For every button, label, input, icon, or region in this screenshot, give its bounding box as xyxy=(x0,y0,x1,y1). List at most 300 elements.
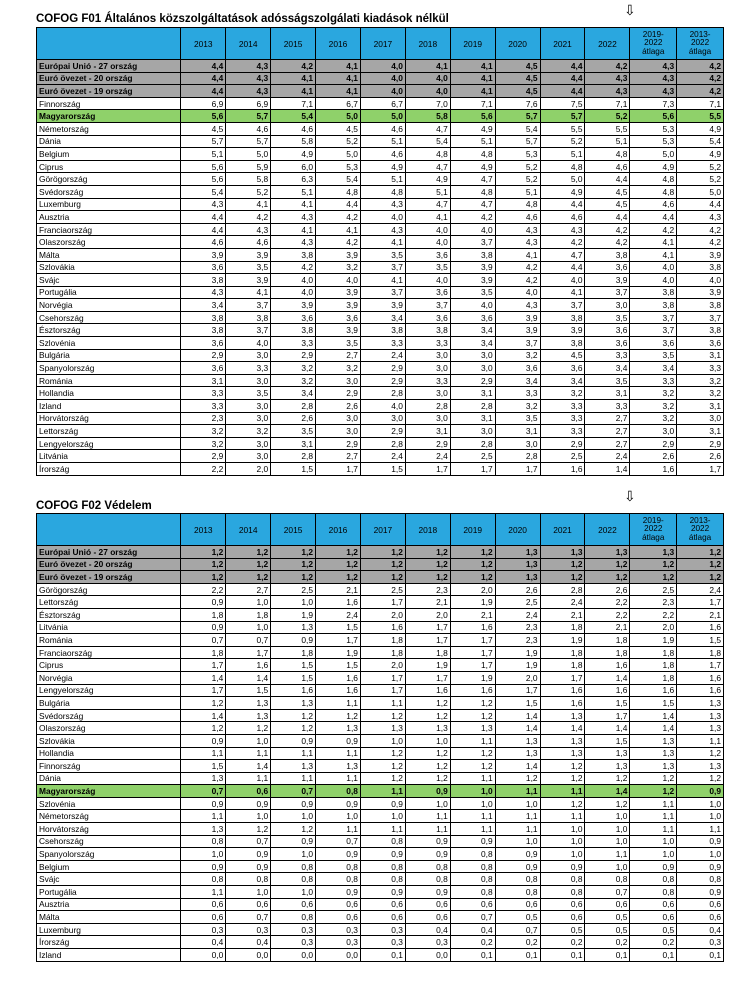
value-cell: 1,4 xyxy=(226,671,271,684)
value-cell: 3,3 xyxy=(585,349,630,362)
table-row xyxy=(37,374,724,387)
value-cell: 4,4 xyxy=(181,72,226,85)
value-cell: 1,1 xyxy=(450,810,495,823)
value-cell: 3,5 xyxy=(360,248,405,261)
table-row xyxy=(37,299,724,312)
value-cell: 6,3 xyxy=(271,173,316,186)
value-cell: 2,4 xyxy=(360,450,405,463)
value-cell: 3,0 xyxy=(316,412,361,425)
value-cell: 3,9 xyxy=(495,311,540,324)
value-cell: 2,2 xyxy=(181,463,226,476)
value-cell: 1,3 xyxy=(495,571,540,584)
value-cell: 4,1 xyxy=(271,223,316,236)
value-cell: 0,6 xyxy=(630,898,677,911)
value-cell: 3,7 xyxy=(226,324,271,337)
value-cell: 2,8 xyxy=(360,437,405,450)
table-row xyxy=(37,722,724,735)
value-cell: 1,0 xyxy=(405,734,450,747)
value-cell: 4,2 xyxy=(271,261,316,274)
value-cell: 3,2 xyxy=(181,425,226,438)
value-cell: 0,5 xyxy=(495,911,540,924)
value-cell: 0,6 xyxy=(495,898,540,911)
value-cell: 1,8 xyxy=(540,621,585,634)
value-cell: 0,7 xyxy=(271,785,316,798)
value-cell: 3,2 xyxy=(630,387,677,400)
value-cell: 1,2 xyxy=(316,571,361,584)
value-cell: 0,9 xyxy=(677,835,724,848)
value-cell: 0,8 xyxy=(630,886,677,899)
value-cell: 4,7 xyxy=(405,198,450,211)
table-row xyxy=(37,148,724,161)
table-row xyxy=(37,236,724,249)
value-cell: 2,1 xyxy=(405,596,450,609)
value-cell: 3,8 xyxy=(181,274,226,287)
value-cell: 3,0 xyxy=(316,425,361,438)
value-cell: 2,0 xyxy=(630,621,677,634)
value-cell: 4,8 xyxy=(360,185,405,198)
value-cell: 5,5 xyxy=(677,110,724,123)
country-name-cell: Izland xyxy=(37,400,181,413)
value-cell: 0,9 xyxy=(226,860,271,873)
value-cell: 1,3 xyxy=(585,760,630,773)
value-cell: 0,6 xyxy=(677,898,724,911)
country-name-cell: Szlovénia xyxy=(37,337,181,350)
value-cell: 1,8 xyxy=(585,634,630,647)
value-cell: 4,1 xyxy=(360,236,405,249)
year-column-header: 2016 xyxy=(316,514,361,546)
value-cell: 4,5 xyxy=(316,122,361,135)
value-cell: 1,8 xyxy=(630,659,677,672)
value-cell: 2,6 xyxy=(677,450,724,463)
value-cell: 3,3 xyxy=(630,374,677,387)
value-cell: 1,4 xyxy=(540,722,585,735)
value-cell: 1,8 xyxy=(181,646,226,659)
value-cell: 1,2 xyxy=(630,558,677,571)
country-name-cell: Ausztria xyxy=(37,211,181,224)
value-cell: 5,2 xyxy=(495,173,540,186)
value-cell: 0,8 xyxy=(495,886,540,899)
value-cell: 1,1 xyxy=(316,772,361,785)
value-cell: 2,0 xyxy=(450,583,495,596)
value-cell: 2,2 xyxy=(630,608,677,621)
value-cell: 0,3 xyxy=(316,936,361,949)
value-cell: 1,0 xyxy=(495,835,540,848)
value-cell: 1,2 xyxy=(630,772,677,785)
value-cell: 1,7 xyxy=(450,646,495,659)
value-cell: 1,7 xyxy=(585,709,630,722)
table-row xyxy=(37,211,724,224)
value-cell: 5,1 xyxy=(405,185,450,198)
value-cell: 2,3 xyxy=(181,412,226,425)
value-cell: 4,0 xyxy=(405,236,450,249)
value-cell: 3,4 xyxy=(450,337,495,350)
value-cell: 2,5 xyxy=(271,583,316,596)
value-cell: 4,3 xyxy=(630,60,677,73)
value-cell: 4,5 xyxy=(495,60,540,73)
value-cell: 1,2 xyxy=(405,760,450,773)
value-cell: 2,0 xyxy=(405,608,450,621)
year-column-header: 2014 xyxy=(226,514,271,546)
value-cell: 1,0 xyxy=(271,596,316,609)
value-cell: 0,9 xyxy=(181,734,226,747)
value-cell: 0,6 xyxy=(181,911,226,924)
table-row xyxy=(37,437,724,450)
table-row xyxy=(37,596,724,609)
value-cell: 3,8 xyxy=(630,299,677,312)
table-row xyxy=(37,747,724,760)
value-cell: 4,3 xyxy=(271,211,316,224)
value-cell: 4,0 xyxy=(360,85,405,98)
value-cell: 3,6 xyxy=(405,311,450,324)
value-cell: 0,8 xyxy=(405,860,450,873)
value-cell: 4,5 xyxy=(495,85,540,98)
value-cell: 1,6 xyxy=(540,697,585,710)
country-name-cell: Románia xyxy=(37,634,181,647)
value-cell: 3,9 xyxy=(226,248,271,261)
value-cell: 0,9 xyxy=(405,848,450,861)
value-cell: 4,3 xyxy=(585,85,630,98)
value-cell: 3,7 xyxy=(677,311,724,324)
value-cell: 0,1 xyxy=(677,949,724,962)
value-cell: 3,2 xyxy=(677,374,724,387)
value-cell: 1,6 xyxy=(677,684,724,697)
value-cell: 0,9 xyxy=(271,634,316,647)
value-cell: 0,3 xyxy=(677,936,724,949)
value-cell: 1,2 xyxy=(181,546,226,559)
value-cell: 4,4 xyxy=(540,60,585,73)
table-row xyxy=(37,785,724,798)
country-name-cell: Írország xyxy=(37,463,181,476)
cofog-f01-table xyxy=(36,27,724,476)
value-cell: 0,6 xyxy=(226,898,271,911)
year-column-header: 2021 xyxy=(540,28,585,60)
value-cell: 2,5 xyxy=(495,596,540,609)
value-cell: 2,5 xyxy=(360,583,405,596)
value-cell: 1,1 xyxy=(360,697,405,710)
value-cell: 1,3 xyxy=(495,734,540,747)
value-cell: 0,9 xyxy=(677,785,724,798)
value-cell: 1,7 xyxy=(495,463,540,476)
value-cell: 2,9 xyxy=(316,437,361,450)
value-cell: 0,6 xyxy=(585,898,630,911)
value-cell: 1,2 xyxy=(271,558,316,571)
value-cell: 5,6 xyxy=(450,110,495,123)
value-cell: 4,1 xyxy=(405,211,450,224)
value-cell: 1,9 xyxy=(316,646,361,659)
value-cell: 2,8 xyxy=(271,450,316,463)
country-name-cell: Olaszország xyxy=(37,722,181,735)
value-cell: 1,7 xyxy=(316,463,361,476)
header-line: 2019- xyxy=(642,516,664,526)
value-cell: 1,2 xyxy=(360,772,405,785)
value-cell: 1,3 xyxy=(630,747,677,760)
table-row xyxy=(37,463,724,476)
value-cell: 0,6 xyxy=(540,911,585,924)
value-cell: 1,6 xyxy=(585,684,630,697)
value-cell: 4,4 xyxy=(540,261,585,274)
value-cell: 1,5 xyxy=(181,760,226,773)
value-cell: 2,8 xyxy=(271,400,316,413)
value-cell: 2,9 xyxy=(316,387,361,400)
value-cell: 1,4 xyxy=(495,722,540,735)
value-cell: 1,2 xyxy=(226,546,271,559)
value-cell: 0,4 xyxy=(677,923,724,936)
value-cell: 7,1 xyxy=(585,97,630,110)
value-cell: 3,2 xyxy=(316,362,361,375)
value-cell: 1,6 xyxy=(630,684,677,697)
value-cell: 0,7 xyxy=(450,911,495,924)
value-cell: 7,5 xyxy=(540,97,585,110)
value-cell: 3,2 xyxy=(316,261,361,274)
value-cell: 1,1 xyxy=(630,810,677,823)
value-cell: 0,8 xyxy=(630,873,677,886)
value-cell: 4,0 xyxy=(677,274,724,287)
value-cell: 2,9 xyxy=(677,437,724,450)
country-name-cell: Spanyolország xyxy=(37,362,181,375)
value-cell: 4,5 xyxy=(585,185,630,198)
value-cell: 0,8 xyxy=(226,873,271,886)
value-cell: 0,5 xyxy=(630,923,677,936)
year-column-header: 2015 xyxy=(271,28,316,60)
value-cell: 1,0 xyxy=(540,823,585,836)
value-cell: 0,9 xyxy=(316,797,361,810)
value-cell: 4,3 xyxy=(495,299,540,312)
value-cell: 1,1 xyxy=(450,734,495,747)
value-cell: 5,6 xyxy=(181,110,226,123)
value-cell: 5,4 xyxy=(495,122,540,135)
table-row xyxy=(37,697,724,710)
country-name-cell: Lettország xyxy=(37,425,181,438)
value-cell: 1,1 xyxy=(540,785,585,798)
country-column-header xyxy=(37,514,181,546)
value-cell: 0,8 xyxy=(585,873,630,886)
value-cell: 1,8 xyxy=(630,671,677,684)
value-cell: 1,2 xyxy=(360,546,405,559)
value-cell: 5,4 xyxy=(181,185,226,198)
value-cell: 2,7 xyxy=(316,450,361,463)
value-cell: 0,7 xyxy=(226,634,271,647)
value-cell: 0,0 xyxy=(181,949,226,962)
value-cell: 5,3 xyxy=(495,148,540,161)
value-cell: 1,8 xyxy=(360,634,405,647)
value-cell: 0,4 xyxy=(226,936,271,949)
value-cell: 3,7 xyxy=(405,299,450,312)
value-cell: 2,1 xyxy=(677,608,724,621)
year-column-header: 2017 xyxy=(360,514,405,546)
value-cell: 2,6 xyxy=(495,583,540,596)
value-cell: 3,8 xyxy=(677,261,724,274)
value-cell: 1,9 xyxy=(495,646,540,659)
table-row xyxy=(37,646,724,659)
country-name-cell: Svédország xyxy=(37,185,181,198)
value-cell: 0,9 xyxy=(181,596,226,609)
value-cell: 3,2 xyxy=(271,374,316,387)
value-cell: 1,0 xyxy=(316,810,361,823)
value-cell: 3,3 xyxy=(360,337,405,350)
value-cell: 1,2 xyxy=(181,697,226,710)
value-cell: 2,8 xyxy=(405,400,450,413)
value-cell: 1,3 xyxy=(226,709,271,722)
value-cell: 3,8 xyxy=(677,324,724,337)
value-cell: 1,5 xyxy=(677,634,724,647)
value-cell: 1,7 xyxy=(405,463,450,476)
value-cell: 3,8 xyxy=(540,337,585,350)
value-cell: 4,1 xyxy=(450,60,495,73)
average-2019-2022-header xyxy=(630,28,677,60)
value-cell: 2,2 xyxy=(585,608,630,621)
value-cell: 4,1 xyxy=(316,60,361,73)
value-cell: 0,1 xyxy=(450,949,495,962)
value-cell: 1,3 xyxy=(226,697,271,710)
table-row xyxy=(37,97,724,110)
value-cell: 1,2 xyxy=(677,772,724,785)
value-cell: 1,0 xyxy=(540,835,585,848)
value-cell: 4,2 xyxy=(585,236,630,249)
value-cell: 4,9 xyxy=(540,185,585,198)
value-cell: 1,3 xyxy=(630,760,677,773)
value-cell: 5,4 xyxy=(271,110,316,123)
value-cell: 3,5 xyxy=(495,412,540,425)
value-cell: 1,3 xyxy=(181,823,226,836)
value-cell: 0,8 xyxy=(271,860,316,873)
table-row xyxy=(37,173,724,186)
country-name-cell: Málta xyxy=(37,248,181,261)
value-cell: 1,2 xyxy=(271,709,316,722)
value-cell: 1,3 xyxy=(540,709,585,722)
value-cell: 1,1 xyxy=(226,747,271,760)
value-cell: 4,1 xyxy=(316,223,361,236)
value-cell: 0,3 xyxy=(360,923,405,936)
value-cell: 0,6 xyxy=(360,911,405,924)
value-cell: 6,7 xyxy=(316,97,361,110)
value-cell: 4,0 xyxy=(360,400,405,413)
value-cell: 1,3 xyxy=(630,734,677,747)
header-line: 2019- xyxy=(642,30,664,40)
table-row xyxy=(37,634,724,647)
value-cell: 1,0 xyxy=(495,797,540,810)
value-cell: 0,3 xyxy=(271,936,316,949)
country-name-cell: Franciaország xyxy=(37,223,181,236)
value-cell: 1,0 xyxy=(271,848,316,861)
value-cell: 5,3 xyxy=(316,160,361,173)
value-cell: 4,8 xyxy=(495,198,540,211)
value-cell: 1,2 xyxy=(405,772,450,785)
value-cell: 1,2 xyxy=(450,760,495,773)
country-name-cell: Lettország xyxy=(37,596,181,609)
value-cell: 3,3 xyxy=(540,425,585,438)
value-cell: 2,8 xyxy=(360,387,405,400)
value-cell: 4,4 xyxy=(540,198,585,211)
value-cell: 1,2 xyxy=(271,823,316,836)
table-row xyxy=(37,311,724,324)
value-cell: 0,9 xyxy=(271,835,316,848)
value-cell: 0,9 xyxy=(271,734,316,747)
value-cell: 0,9 xyxy=(360,797,405,810)
value-cell: 1,3 xyxy=(271,760,316,773)
value-cell: 0,6 xyxy=(226,785,271,798)
value-cell: 3,3 xyxy=(226,362,271,375)
value-cell: 1,5 xyxy=(316,659,361,672)
value-cell: 2,9 xyxy=(360,362,405,375)
value-cell: 3,4 xyxy=(630,362,677,375)
value-cell: 4,0 xyxy=(271,286,316,299)
country-name-cell: Szlovákia xyxy=(37,734,181,747)
value-cell: 3,5 xyxy=(226,387,271,400)
value-cell: 1,1 xyxy=(226,772,271,785)
table-row xyxy=(37,349,724,362)
value-cell: 0,7 xyxy=(226,835,271,848)
country-name-cell: Euró övezet - 20 ország xyxy=(37,558,181,571)
value-cell: 0,2 xyxy=(585,936,630,949)
header-row xyxy=(37,514,724,546)
value-cell: 3,6 xyxy=(181,337,226,350)
value-cell: 1,1 xyxy=(316,747,361,760)
value-cell: 1,7 xyxy=(360,684,405,697)
value-cell: 3,9 xyxy=(450,261,495,274)
value-cell: 1,2 xyxy=(585,797,630,810)
value-cell: 0,7 xyxy=(585,886,630,899)
value-cell: 0,1 xyxy=(540,949,585,962)
value-cell: 3,7 xyxy=(540,299,585,312)
value-cell: 3,6 xyxy=(316,311,361,324)
value-cell: 3,6 xyxy=(630,337,677,350)
value-cell: 3,7 xyxy=(495,337,540,350)
value-cell: 4,4 xyxy=(630,211,677,224)
value-cell: 4,9 xyxy=(450,122,495,135)
country-name-cell: Euró övezet - 19 ország xyxy=(37,85,181,98)
value-cell: 3,6 xyxy=(585,261,630,274)
value-cell: 1,7 xyxy=(360,671,405,684)
table-row xyxy=(37,684,724,697)
value-cell: 1,5 xyxy=(585,734,630,747)
value-cell: 0,7 xyxy=(316,835,361,848)
value-cell: 3,7 xyxy=(360,286,405,299)
year-column-header: 2013 xyxy=(181,514,226,546)
value-cell: 3,6 xyxy=(585,337,630,350)
value-cell: 3,5 xyxy=(226,261,271,274)
value-cell: 0,1 xyxy=(360,949,405,962)
value-cell: 1,8 xyxy=(585,646,630,659)
country-name-cell: Bulgária xyxy=(37,349,181,362)
header-line: átlaga xyxy=(688,532,712,542)
country-name-cell: Hollandia xyxy=(37,387,181,400)
value-cell: 1,4 xyxy=(630,709,677,722)
value-cell: 0,8 xyxy=(677,873,724,886)
value-cell: 0,8 xyxy=(181,835,226,848)
country-name-cell: Görögország xyxy=(37,173,181,186)
value-cell: 2,6 xyxy=(630,450,677,463)
year-column-header: 2015 xyxy=(271,514,316,546)
value-cell: 1,3 xyxy=(540,546,585,559)
value-cell: 2,4 xyxy=(405,450,450,463)
country-name-cell: Euró övezet - 20 ország xyxy=(37,72,181,85)
cofog-f02-title: COFOG F02 Védelem xyxy=(36,500,152,512)
table-row xyxy=(37,337,724,350)
value-cell: 1,8 xyxy=(271,646,316,659)
header-line: 2013- xyxy=(689,516,711,526)
country-name-cell: Horvátország xyxy=(37,823,181,836)
value-cell: 3,0 xyxy=(226,349,271,362)
value-cell: 3,8 xyxy=(677,299,724,312)
table-row xyxy=(37,185,724,198)
value-cell: 0,9 xyxy=(405,835,450,848)
country-name-cell: Európai Unió - 27 ország xyxy=(37,60,181,73)
value-cell: 3,0 xyxy=(226,374,271,387)
value-cell: 3,0 xyxy=(226,450,271,463)
country-name-cell: Luxemburg xyxy=(37,198,181,211)
value-cell: 1,2 xyxy=(495,772,540,785)
value-cell: 4,7 xyxy=(540,248,585,261)
